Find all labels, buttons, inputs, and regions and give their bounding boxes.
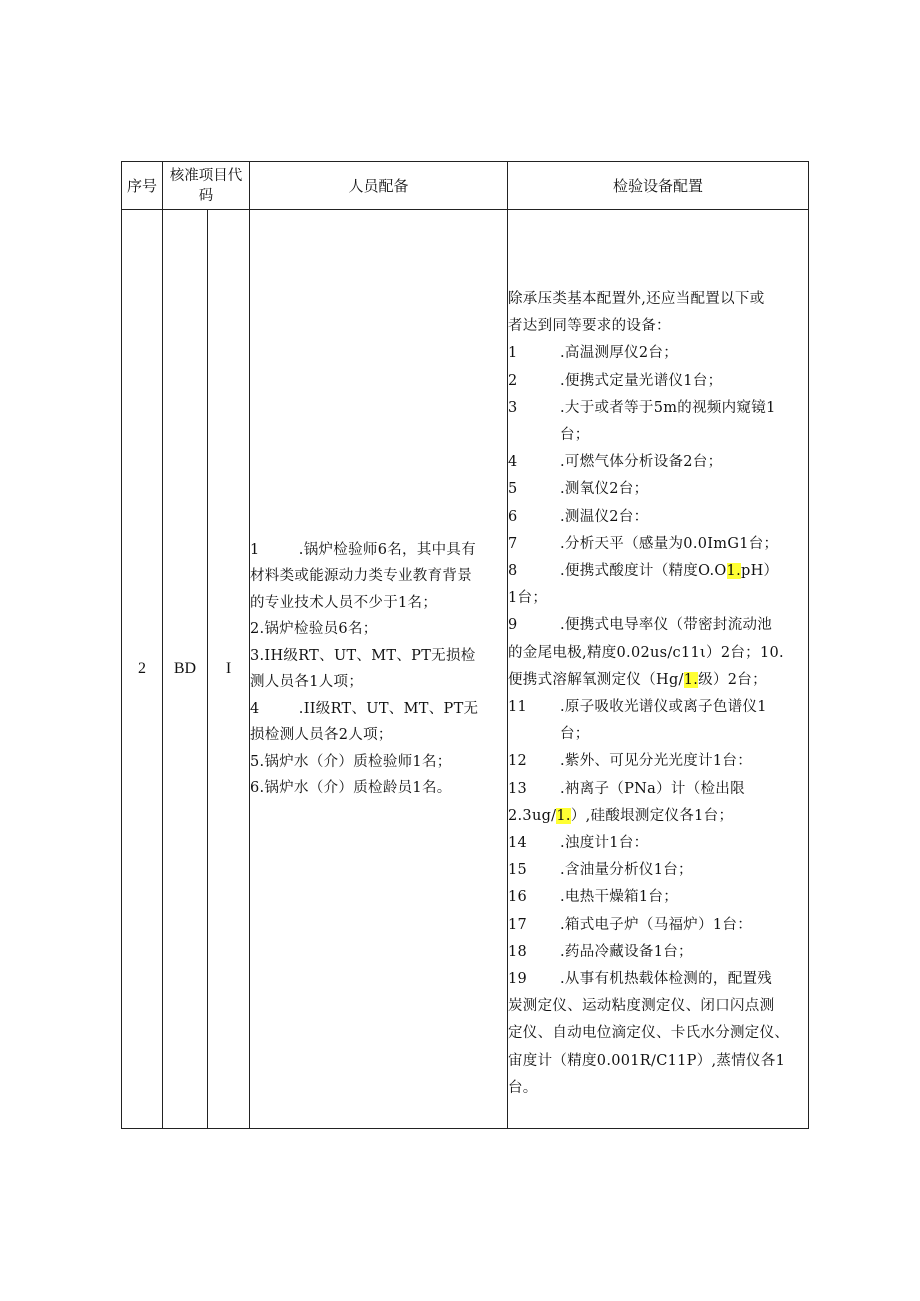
item-text: 级）2台； xyxy=(698,671,767,688)
item-number: 7 xyxy=(508,535,518,552)
item-number: 2 xyxy=(508,372,518,389)
equipment-intro-1: 除承压类基本配置外,还应当配置以下或 xyxy=(508,290,765,307)
equipment-item xyxy=(508,504,808,531)
staff-lines xyxy=(250,537,507,802)
item-text: 台； xyxy=(560,426,590,443)
item-number: 16 xyxy=(508,889,528,906)
equipment-item xyxy=(508,776,808,803)
item-number: 15 xyxy=(508,862,528,879)
item-text: .含油量分析仪1台； xyxy=(560,862,693,879)
equipment-item xyxy=(508,939,808,966)
equipment-requirements xyxy=(508,210,809,1129)
equipment-item xyxy=(508,966,808,993)
item-number: 19 xyxy=(508,971,528,988)
equipment-item-8-cont: 1台； xyxy=(508,590,548,607)
item-number: 5 xyxy=(508,481,518,498)
highlight-mark: 1. xyxy=(683,671,699,688)
item-number: 18 xyxy=(508,943,528,960)
text-line: 2.锅炉检验员6名； xyxy=(250,621,378,637)
equipment-item-13-cont xyxy=(508,803,808,830)
header-staff: 人员配备 xyxy=(250,162,508,210)
text-line: 材料类或能源动力类专业教育背景 xyxy=(250,568,472,584)
text-line: 4 .II级RT、UT、MT、PT无 xyxy=(250,700,479,717)
equipment-item xyxy=(508,912,808,939)
text-line: 损检测人员各2人项； xyxy=(250,727,393,743)
highlight-mark: 1. xyxy=(726,562,741,579)
item-text: .便携式酸度计（精度O.O xyxy=(560,562,727,579)
equipment-item xyxy=(508,395,808,422)
item-text: .电热干燥箱1台； xyxy=(560,889,679,906)
row-seq: 2 xyxy=(122,210,163,1129)
staff-requirements xyxy=(250,210,508,1129)
header-equipment: 检验设备配置 xyxy=(508,162,809,210)
equipment-intro-2: 者达到同等要求的设备： xyxy=(508,318,671,335)
equipment-tail xyxy=(508,993,808,1102)
header-seq: 序号 xyxy=(122,162,163,210)
item-text: .紫外、可见分光光度计1台： xyxy=(560,753,753,770)
item-text: .便携式定量光谱仪1台； xyxy=(560,372,723,389)
item-number: 8 xyxy=(508,562,518,579)
item-number: 3 xyxy=(508,399,518,416)
equipment-item xyxy=(508,340,808,367)
text-line: 台。 xyxy=(508,1079,538,1096)
equipment-item xyxy=(508,721,808,748)
header-code-line2: 码 xyxy=(198,187,214,204)
item-text: pH） xyxy=(740,562,779,579)
text-line: 的专业技术人员不少于1名； xyxy=(250,594,438,611)
item-text: .测氧仪2台； xyxy=(560,481,649,498)
equipment-item xyxy=(508,748,808,775)
equipment-item xyxy=(508,531,808,558)
item-text: 台； xyxy=(560,726,590,743)
item-number: 1 xyxy=(508,345,518,362)
highlight-mark: 1. xyxy=(556,807,571,824)
item-text: .从事有机热载体检测的，配置残 xyxy=(560,971,773,988)
item-text: .可燃气体分析设备2台； xyxy=(560,454,723,471)
item-text: .测温仪2台： xyxy=(560,508,649,525)
item-number: 12 xyxy=(508,753,528,770)
item-text: 便携式溶解氧测定仪（Hg/ xyxy=(508,671,684,688)
item-text: .分析天平（感量为0.0ImG1台； xyxy=(560,535,779,552)
item-text: 2.3ug/ xyxy=(508,807,557,824)
equipment-item xyxy=(508,368,808,395)
equipment-item xyxy=(508,476,808,503)
item-number: 11 xyxy=(508,699,528,715)
equipment-item xyxy=(508,857,808,884)
equipment-item xyxy=(508,422,808,449)
item-number: 9 xyxy=(508,617,518,634)
header-code-line1: 核准项目代 xyxy=(169,167,243,184)
equipment-item-10 xyxy=(508,667,808,694)
table-row xyxy=(122,210,809,1129)
item-text: .药品冷藏设备1台； xyxy=(560,943,693,960)
item-text: .便携式电导率仪（带密封流动池 xyxy=(560,617,773,634)
equipment-items-a xyxy=(508,340,808,558)
text-line: 定仪、自动电位滴定仪、卡氏水分测定仪、 xyxy=(508,1025,790,1042)
header-row xyxy=(122,162,809,210)
equipment-item-9 xyxy=(508,612,808,639)
text-line: 炭测定仪、运动粘度测定仪、闭口闪点测 xyxy=(508,998,775,1015)
inspection-table xyxy=(121,161,809,1129)
equipment-items-c xyxy=(508,830,808,993)
item-text: .浊度计1台： xyxy=(560,835,649,852)
item-number: 6 xyxy=(508,508,518,525)
item-number: 14 xyxy=(508,835,528,852)
text-line: 测人员各1人项； xyxy=(250,674,364,690)
item-number: 13 xyxy=(508,780,528,797)
text-line: 1 .锅炉检验师6名，其中具有 xyxy=(250,541,477,558)
item-text: .衲离子（PNa）计（检出限 xyxy=(560,780,745,797)
item-text: .箱式电子炉（马福炉）1台： xyxy=(560,916,753,933)
item-text: .高温测厚仪2台； xyxy=(560,345,679,362)
row-code-a: BD xyxy=(163,210,208,1129)
equipment-item-9-cont: 的金尾电极,精度0.02us∕c11ι）2台；10. xyxy=(508,644,784,661)
item-text: .原子吸收光谱仪或离子色谱仪1 xyxy=(560,699,767,715)
equipment-item-8 xyxy=(508,558,808,585)
text-line: 6.锅炉水（介）质检龄员1名。 xyxy=(250,780,452,796)
text-line: 3.IH级RT、UT、MT、PT无损检 xyxy=(250,647,476,664)
equipment-item xyxy=(508,830,808,857)
item-number: 17 xyxy=(508,916,528,933)
equipment-item xyxy=(508,884,808,911)
item-number: 4 xyxy=(508,454,518,471)
item-text: ）,硅酸垠测定仪各1台； xyxy=(570,807,734,824)
text-line: 5.锅炉水（介）质检验师1名； xyxy=(250,753,452,770)
item-text: .大于或者等于5m的视频内窥镜1 xyxy=(560,399,776,416)
equipment-item xyxy=(508,449,808,476)
header-code xyxy=(163,162,250,210)
row-code-b: I xyxy=(208,210,250,1129)
equipment-item xyxy=(508,694,808,721)
text-line: 宙度计（精度0.001R∕C11P）,蒸情仪各1 xyxy=(508,1052,786,1069)
equipment-items-b xyxy=(508,694,808,803)
